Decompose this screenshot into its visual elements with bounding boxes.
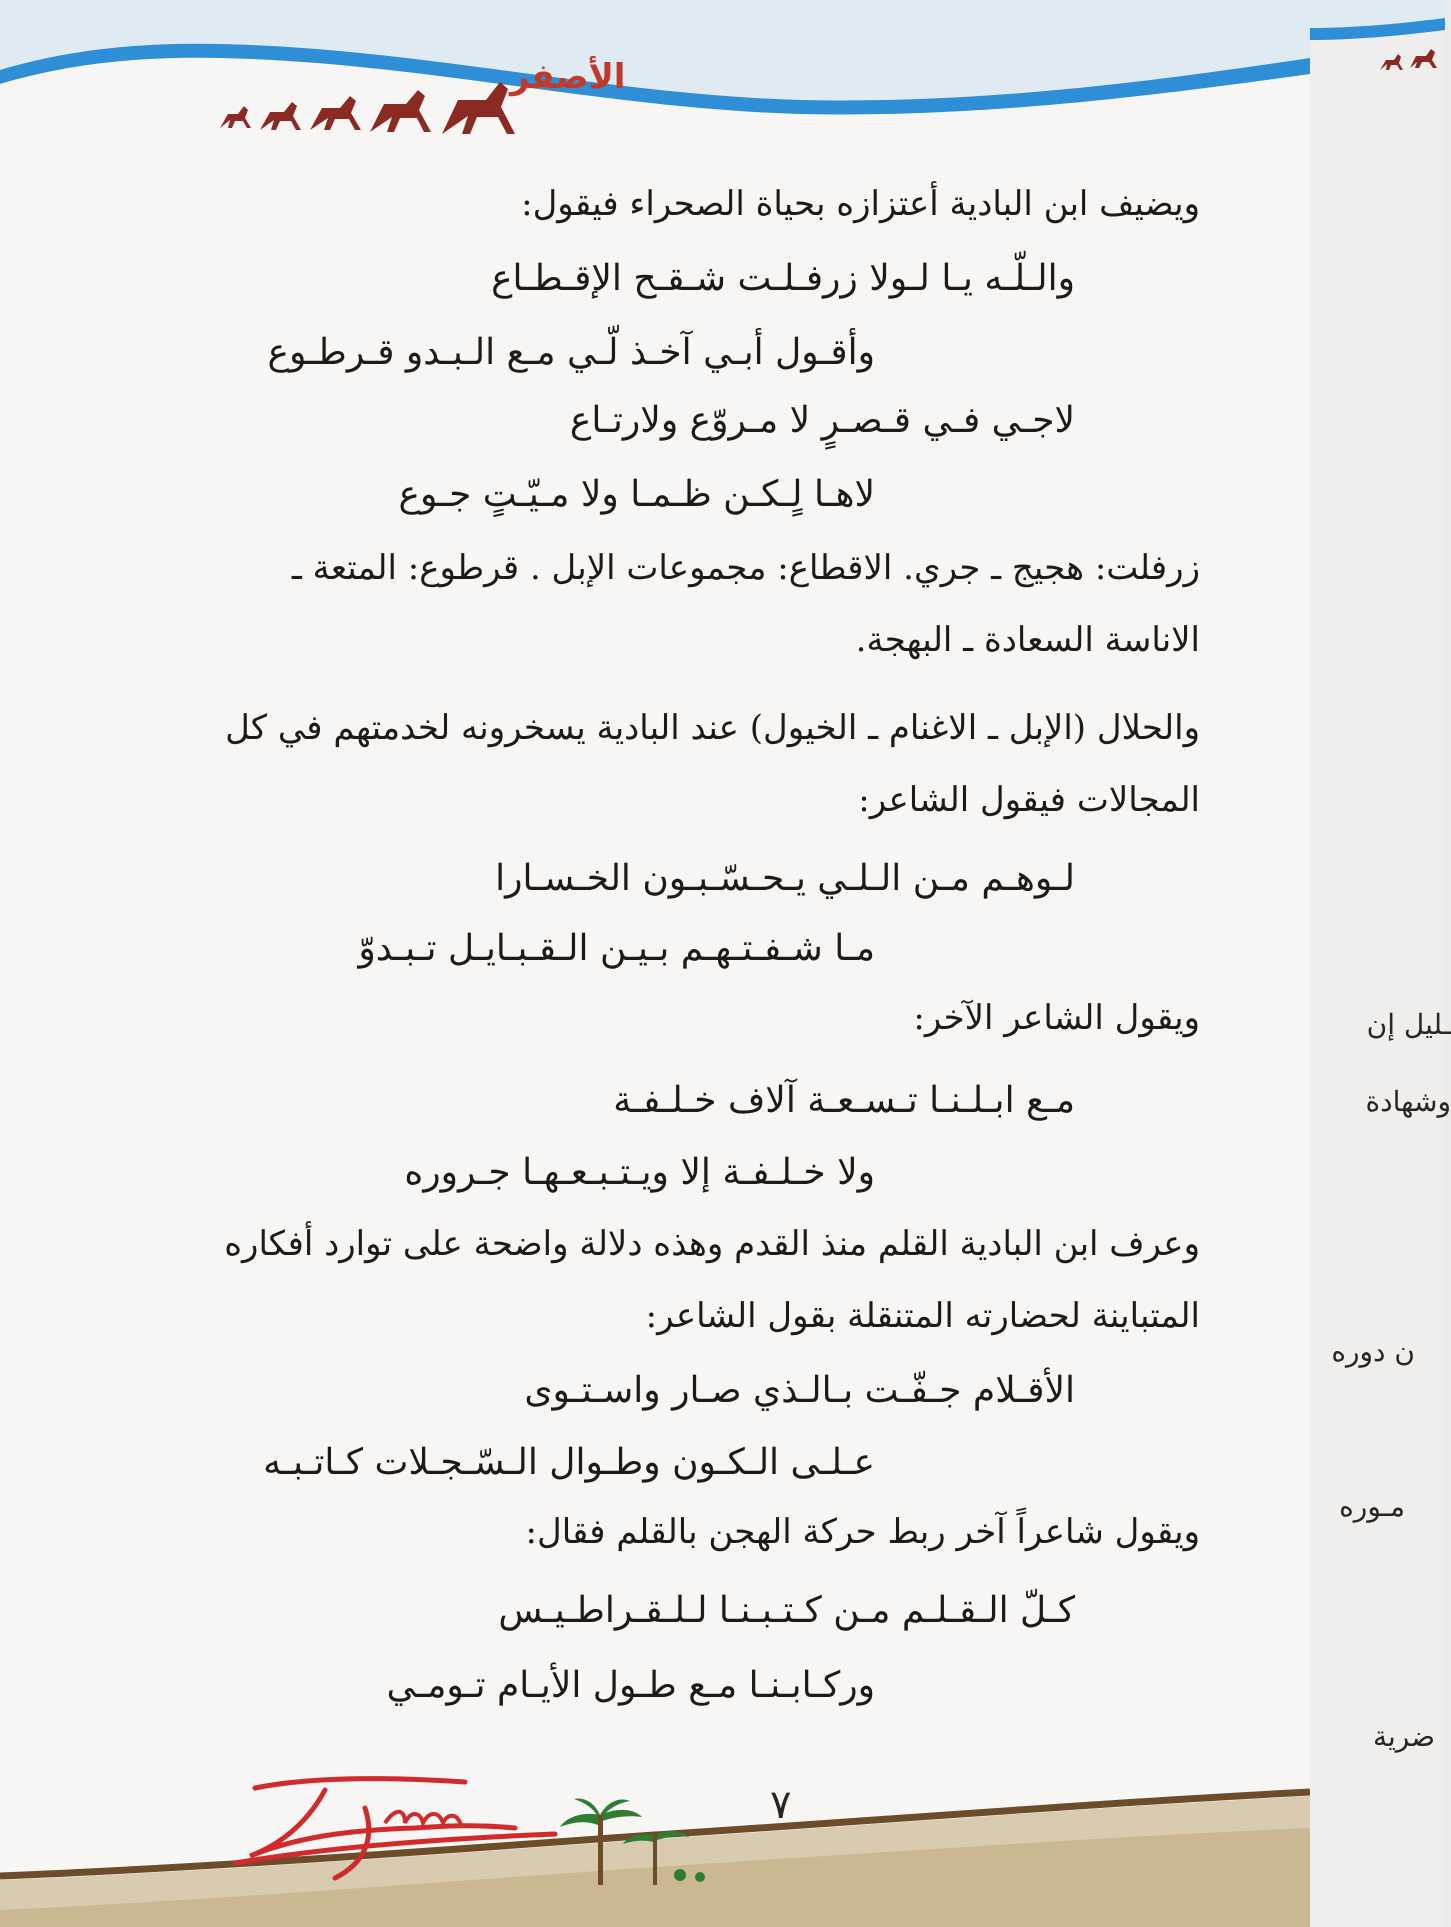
palm-tree-icon [560,1795,720,1890]
header-wave-graphic [0,0,1310,170]
verse-line: وأقـول أبـي آخـذ لّـي مـع الـبـدو قـرطـوع [267,332,875,373]
paragraph-line: المجالات فيقول الشاعر: [858,780,1200,820]
verse-line: لـوهـم مـن الـلـي يـحـسّـبـون الخـسـارا [495,858,1075,899]
paragraph-line: والحلال (الإبل ـ الاغنام ـ الخيول) عند البادية يسخرونه لخدمتهم في كل [225,708,1200,748]
adjacent-text-fragment: مـوره [1339,1490,1405,1523]
adjacent-header-wave [1310,0,1445,120]
livestock-paragraph [150,692,1200,836]
adjacent-text-fragment: ن دوره [1331,1335,1415,1368]
adjacent-text-fragment: ـليل إن [1366,1008,1451,1041]
verse-line: الأقـلام جـفّـت بـالـذي صـار واسـتـوى [524,1370,1075,1411]
glossary-paragraph [150,532,1200,676]
adjacent-text-fragment: ضرية [1372,1720,1435,1753]
verse-line: عـلـى الـكـون وطـوال الـسّـجـلات كـاتـبـه [263,1442,875,1483]
verse-line: وركـابـنـا مـع طـول الأيـام تـومـي [386,1665,875,1706]
paragraph-line: زرفلت: هجيج ـ جري. الاقطاع: مجموعات الإبل . قرطوع: المتعة ـ [291,548,1200,588]
signature [215,1768,575,1888]
verse-line: مـا شـفـتـهـم بـيـن الـقـبـايـل تـبـدوّ [358,928,875,969]
paragraph-line: الاناسة السعادة ـ البهجة. [855,620,1200,660]
verse-line: لاجـي فـي قـصـرٍ لا مـروّع ولارتـاع [569,400,1075,441]
logo-text: الأصفر [510,57,626,97]
paragraph-line: ويقول شاعراً آخر ربط حركة الهجن بالقلم فقال: [525,1512,1200,1552]
paragraph-line: ويضيف ابن البادية أعتزازه بحياة الصحراء فيقول: [521,184,1200,224]
paragraph-line: وعرف ابن البادية القلم منذ القدم وهذه دلالة واضحة على توارد أفكاره [224,1224,1200,1264]
adjacent-page [1310,0,1451,1927]
page-number: ٧ [770,1782,792,1828]
verse-line: مـع ابـلـنـا تـسـعـة آلاف خـلـفـة [613,1080,1075,1121]
paragraph-line: ويقول الشاعر الآخر: [913,998,1200,1038]
other-poet-paragraph [150,982,1200,1054]
camel-pen-paragraph [150,1496,1200,1568]
verse-line: كـلّ الـقـلـم مـن كـتـبـنـا لـلـقـراطـيـس [498,1590,1075,1631]
paragraph-line: المتباينة لحضارته المتنقلة بقول الشاعر: [645,1296,1200,1336]
pen-paragraph [150,1208,1200,1352]
intro-paragraph [150,168,1200,240]
verse-line: لاهـا لٍـكـن ظـمـا ولا مـيّـتٍ جـوع [398,474,875,515]
verse-line: ولا خـلـفـة إلا ويـتـبـعـهـا جـروره [404,1152,875,1193]
verse-line: والـلّـه يـا لـولا زرفـلـت شـقـح الإقـطـاع [491,258,1075,299]
camel-caravan-logo [210,48,626,148]
adjacent-text-fragment: وشهادة [1365,1085,1451,1118]
